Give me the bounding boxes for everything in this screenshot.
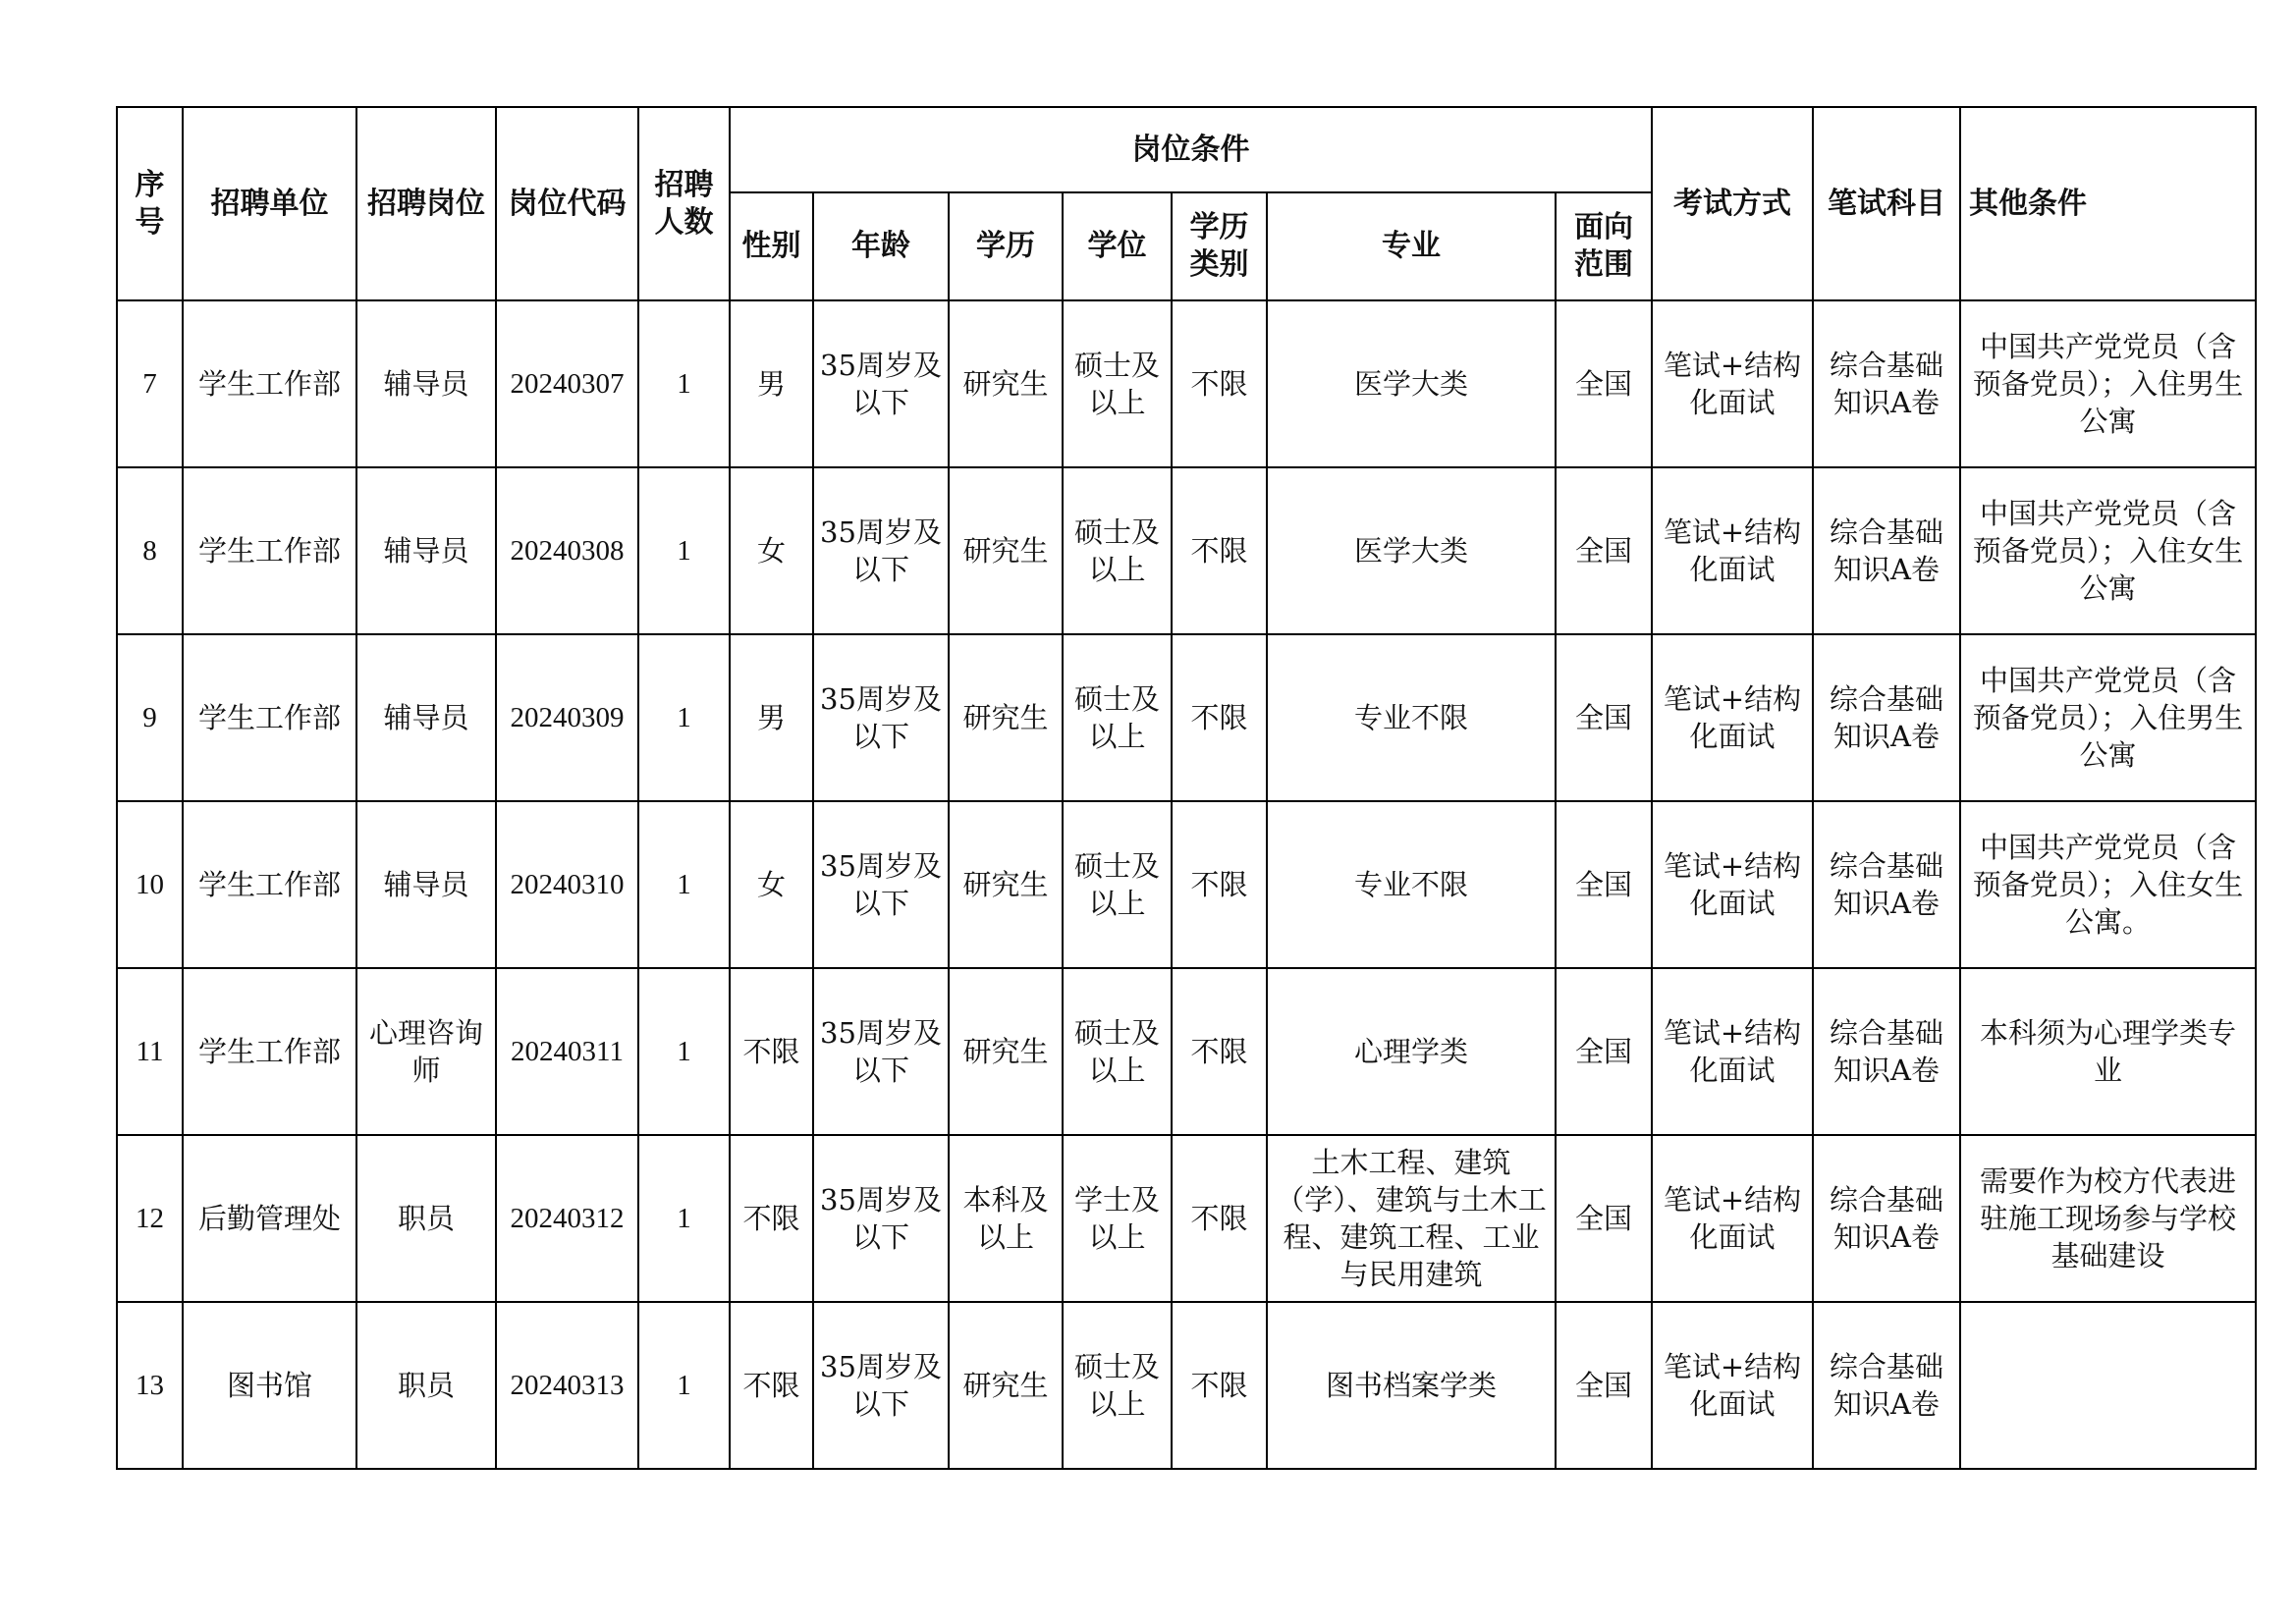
cell-code: 20240307: [496, 300, 638, 467]
cell-seq: 13: [117, 1302, 183, 1469]
header-gender: 性别: [730, 192, 813, 300]
cell-post: 职员: [356, 1135, 496, 1302]
cell-count: 1: [638, 1135, 730, 1302]
cell-scope: 全国: [1556, 467, 1652, 634]
cell-unit: 学生工作部: [183, 968, 356, 1135]
cell-written-subject: 综合基础知识A卷: [1813, 467, 1960, 634]
header-unit: 招聘单位: [183, 107, 356, 300]
cell-post: 辅导员: [356, 801, 496, 968]
cell-seq: 7: [117, 300, 183, 467]
header-seq: 序号: [117, 107, 183, 300]
cell-seq: 10: [117, 801, 183, 968]
cell-age: 35周岁及以下: [813, 801, 949, 968]
cell-written-subject: 综合基础知识A卷: [1813, 1302, 1960, 1469]
cell-post: 职员: [356, 1302, 496, 1469]
cell-edu-type: 不限: [1172, 467, 1267, 634]
cell-other: 中国共产党党员（含预备党员）；入住女生公寓。: [1960, 801, 2256, 968]
cell-degree: 学士及以上: [1063, 1135, 1172, 1302]
cell-exam-method: 笔试+结构化面试: [1652, 634, 1813, 801]
cell-seq: 9: [117, 634, 183, 801]
cell-other: 本科须为心理学类专业: [1960, 968, 2256, 1135]
table-row: [117, 1135, 2256, 1302]
cell-exam-method: 笔试+结构化面试: [1652, 801, 1813, 968]
header-edu-type: 学历类别: [1172, 192, 1267, 300]
table-row: [117, 801, 2256, 968]
header-count: 招聘人数: [638, 107, 730, 300]
cell-unit: 学生工作部: [183, 801, 356, 968]
cell-unit: 图书馆: [183, 1302, 356, 1469]
cell-scope: 全国: [1556, 634, 1652, 801]
cell-age: 35周岁及以下: [813, 1302, 949, 1469]
cell-post: 辅导员: [356, 300, 496, 467]
cell-other: 中国共产党党员（含预备党员）；入住女生公寓: [1960, 467, 2256, 634]
cell-code: 20240309: [496, 634, 638, 801]
table-row: [117, 467, 2256, 634]
cell-degree: 硕士及以上: [1063, 467, 1172, 634]
cell-gender: 男: [730, 634, 813, 801]
table-row: [117, 300, 2256, 467]
cell-education: 研究生: [949, 467, 1063, 634]
cell-education: 研究生: [949, 968, 1063, 1135]
cell-degree: 硕士及以上: [1063, 634, 1172, 801]
table-row: [117, 1302, 2256, 1469]
cell-scope: 全国: [1556, 1302, 1652, 1469]
cell-exam-method: 笔试+结构化面试: [1652, 300, 1813, 467]
header-code: 岗位代码: [496, 107, 638, 300]
cell-seq: 11: [117, 968, 183, 1135]
cell-major: 专业不限: [1267, 801, 1556, 968]
cell-count: 1: [638, 801, 730, 968]
cell-gender: 女: [730, 801, 813, 968]
cell-scope: 全国: [1556, 968, 1652, 1135]
header-degree: 学位: [1063, 192, 1172, 300]
cell-age: 35周岁及以下: [813, 300, 949, 467]
cell-major: 心理学类: [1267, 968, 1556, 1135]
cell-code: 20240308: [496, 467, 638, 634]
cell-degree: 硕士及以上: [1063, 1302, 1172, 1469]
cell-written-subject: 综合基础知识A卷: [1813, 968, 1960, 1135]
cell-age: 35周岁及以下: [813, 968, 949, 1135]
cell-count: 1: [638, 968, 730, 1135]
cell-seq: 12: [117, 1135, 183, 1302]
cell-post: 辅导员: [356, 467, 496, 634]
cell-degree: 硕士及以上: [1063, 300, 1172, 467]
cell-degree: 硕士及以上: [1063, 801, 1172, 968]
header-age: 年龄: [813, 192, 949, 300]
cell-code: 20240312: [496, 1135, 638, 1302]
cell-education: 研究生: [949, 300, 1063, 467]
cell-code: 20240310: [496, 801, 638, 968]
cell-other: 需要作为校方代表进驻施工现场参与学校基础建设: [1960, 1135, 2256, 1302]
cell-count: 1: [638, 1302, 730, 1469]
header-education: 学历: [949, 192, 1063, 300]
cell-exam-method: 笔试+结构化面试: [1652, 467, 1813, 634]
cell-written-subject: 综合基础知识A卷: [1813, 1135, 1960, 1302]
cell-age: 35周岁及以下: [813, 1135, 949, 1302]
cell-code: 20240311: [496, 968, 638, 1135]
cell-other: [1960, 1302, 2256, 1469]
cell-written-subject: 综合基础知识A卷: [1813, 801, 1960, 968]
cell-post: 辅导员: [356, 634, 496, 801]
cell-seq: 8: [117, 467, 183, 634]
header-written-subject: 笔试科目: [1813, 107, 1960, 300]
cell-unit: 学生工作部: [183, 467, 356, 634]
cell-edu-type: 不限: [1172, 1302, 1267, 1469]
header-exam-method: 考试方式: [1652, 107, 1813, 300]
cell-gender: 男: [730, 300, 813, 467]
cell-edu-type: 不限: [1172, 801, 1267, 968]
cell-unit: 学生工作部: [183, 634, 356, 801]
table-row: [117, 634, 2256, 801]
cell-scope: 全国: [1556, 801, 1652, 968]
cell-edu-type: 不限: [1172, 300, 1267, 467]
cell-written-subject: 综合基础知识A卷: [1813, 634, 1960, 801]
cell-gender: 女: [730, 467, 813, 634]
cell-other: 中国共产党党员（含预备党员）；入住男生公寓: [1960, 300, 2256, 467]
cell-exam-method: 笔试+结构化面试: [1652, 968, 1813, 1135]
header-post: 招聘岗位: [356, 107, 496, 300]
cell-major: 医学大类: [1267, 467, 1556, 634]
cell-exam-method: 笔试+结构化面试: [1652, 1135, 1813, 1302]
cell-education: 研究生: [949, 1302, 1063, 1469]
cell-count: 1: [638, 300, 730, 467]
cell-edu-type: 不限: [1172, 968, 1267, 1135]
cell-unit: 学生工作部: [183, 300, 356, 467]
cell-gender: 不限: [730, 1135, 813, 1302]
cell-exam-method: 笔试+结构化面试: [1652, 1302, 1813, 1469]
cell-post: 心理咨询师: [356, 968, 496, 1135]
cell-degree: 硕士及以上: [1063, 968, 1172, 1135]
cell-education: 研究生: [949, 801, 1063, 968]
cell-major: 专业不限: [1267, 634, 1556, 801]
cell-other: 中国共产党党员（含预备党员）；入住男生公寓: [1960, 634, 2256, 801]
cell-count: 1: [638, 634, 730, 801]
cell-count: 1: [638, 467, 730, 634]
cell-age: 35周岁及以下: [813, 634, 949, 801]
cell-education: 本科及以上: [949, 1135, 1063, 1302]
header-major: 专业: [1267, 192, 1556, 300]
header-scope: 面向范围: [1556, 192, 1652, 300]
header-row-top: [117, 107, 2256, 192]
cell-edu-type: 不限: [1172, 634, 1267, 801]
recruitment-table: [116, 106, 2257, 1470]
cell-scope: 全国: [1556, 1135, 1652, 1302]
cell-scope: 全国: [1556, 300, 1652, 467]
cell-education: 研究生: [949, 634, 1063, 801]
cell-edu-type: 不限: [1172, 1135, 1267, 1302]
header-other: 其他条件: [1960, 107, 2256, 300]
cell-written-subject: 综合基础知识A卷: [1813, 300, 1960, 467]
cell-code: 20240313: [496, 1302, 638, 1469]
cell-major: 图书档案学类: [1267, 1302, 1556, 1469]
cell-major: 医学大类: [1267, 300, 1556, 467]
cell-major: 土木工程、建筑（学）、建筑与土木工程、建筑工程、工业与民用建筑: [1267, 1135, 1556, 1302]
table-row: [117, 968, 2256, 1135]
cell-age: 35周岁及以下: [813, 467, 949, 634]
header-conditions: 岗位条件: [730, 107, 1652, 192]
cell-unit: 后勤管理处: [183, 1135, 356, 1302]
cell-gender: 不限: [730, 1302, 813, 1469]
cell-gender: 不限: [730, 968, 813, 1135]
